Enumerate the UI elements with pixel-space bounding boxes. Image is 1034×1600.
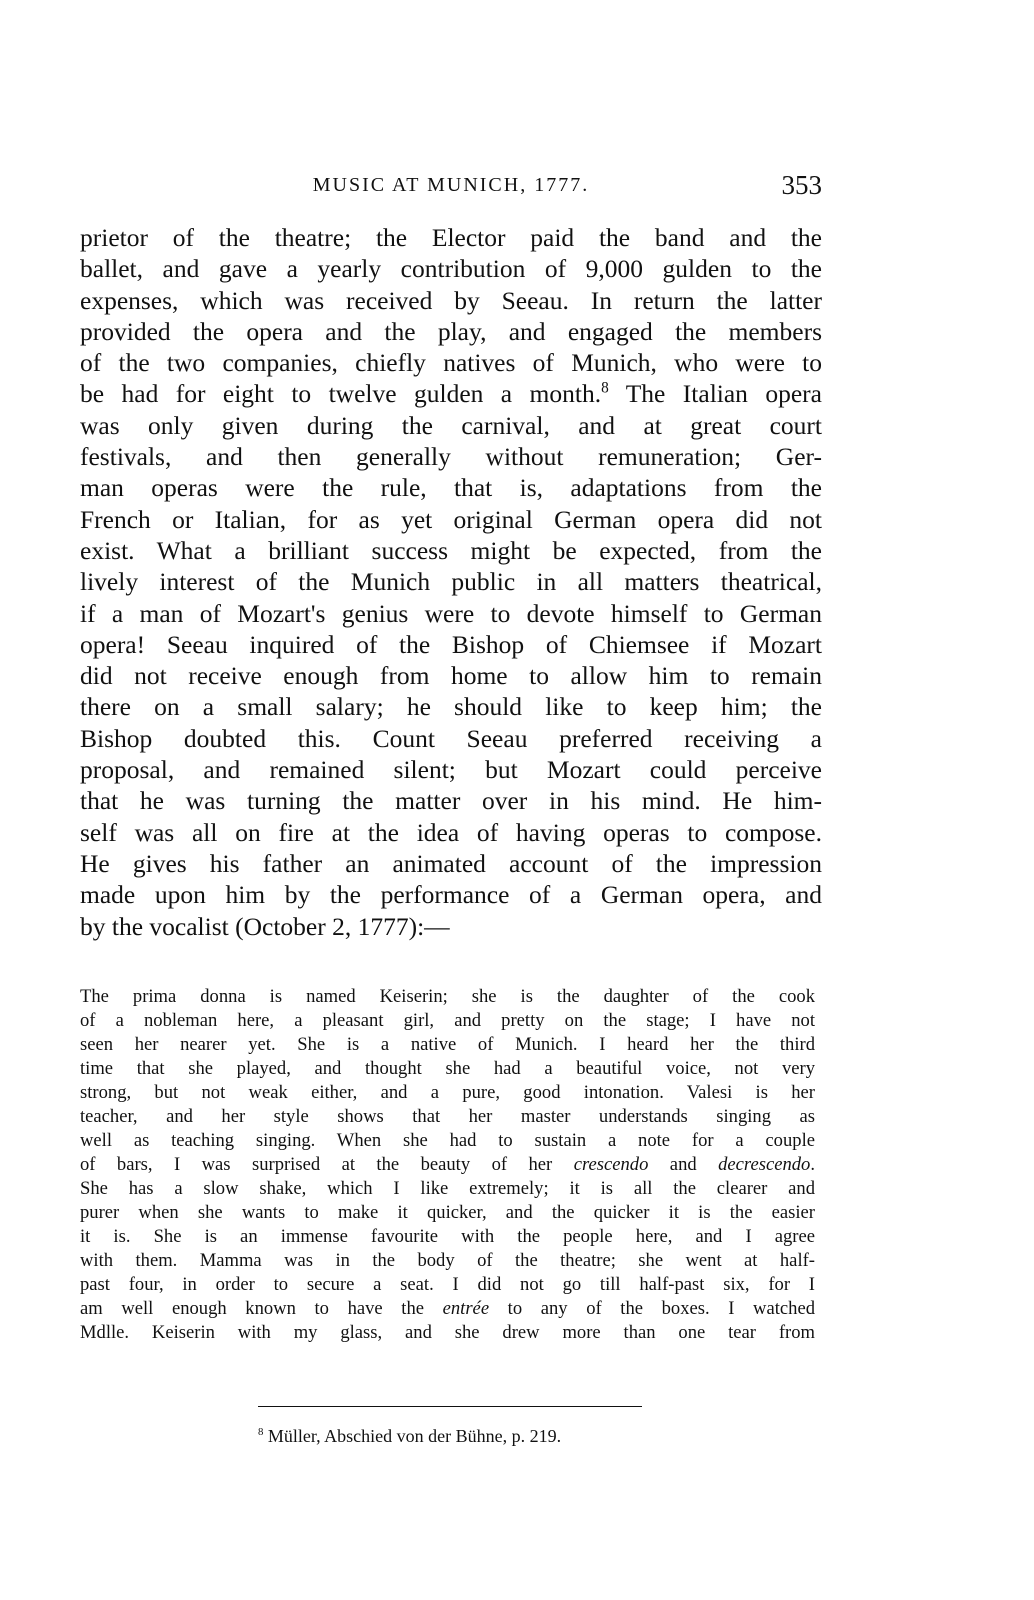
body-line: if a man of Mozart's genius were to devote himself to German [80,598,822,628]
footnote-text: Müller, Abschied von der Bühne, p. 219. [263,1426,562,1446]
body-line: self was all on fire at the idea of having operas to compose. [80,817,822,847]
quote-line-with-italics [80,1297,815,1321]
body-line: exist. What a brilliant success might be expected, from the [80,535,822,565]
footnote-divider [258,1406,642,1407]
quote-line-with-italics [80,1153,815,1177]
quote-line: seen her nearer yet. She is a native of Munich. I heard her the third [80,1034,815,1055]
body-line: lively interest of the Munich public in all matters theatrical, [80,567,822,597]
quote-line: time that she played, and thought she had a beautiful voice, not very [80,1058,815,1079]
body-line: that he was turning the matter over in his mind. He him- [80,786,822,816]
body-line: French or Italian, for as yet original German opera did not [80,504,822,534]
body-line: expenses, which was received by Seeau. In return the latter [80,285,822,315]
quote-line: past four, in order to secure a seat. I did not go till half-past six, for I [80,1274,815,1295]
quote-line: The prima donna is named Keiserin; she is the daughter of the cook [80,986,815,1007]
page-number: 353 [781,170,822,200]
body-line: there on a small salary; he should like to keep him; the [80,692,822,722]
body-line: made upon him by the performance of a German opera, and [80,880,822,910]
quote-line-text: am well enough known to have the [80,1298,443,1319]
quote-line: strong, but not weak either, and a pure, good intonation. Valesi is her [80,1082,815,1103]
quote-line-text: to any of the boxes. I watched [489,1298,815,1319]
body-line: was only given during the carnival, and at great court [80,410,822,440]
body-line: did not receive enough from home to allow him to remain [80,661,822,691]
quote-line: teacher, and her style shows that her master understands singing as [80,1106,815,1127]
body-line: Bishop doubted this. Count Seeau preferred receiving a [80,723,822,753]
running-title: MUSIC AT MUNICH, 1777. [312,174,590,196]
body-line-text: The Italian opera [608,379,822,409]
quote-line-text: of bars, I was surprised at the beauty of her [80,1154,574,1175]
quote-line: with them. Mamma was in the body of the theatre; she went at half- [80,1250,815,1271]
quote-line-text: and [648,1154,719,1175]
footnote-marker: 8 [258,1426,264,1438]
body-line: of the two companies, chiefly natives of Munich, who were to [80,348,822,378]
body-line-text: be had for eight to twelve gulden a month. [80,379,602,409]
footnote [258,1426,718,1447]
quote-line: well as teaching singing. When she had to sustain a note for a couple [80,1130,815,1151]
quote-line-text: . [810,1154,815,1175]
footnote-reference: 8 [601,379,609,397]
running-head [80,170,822,210]
body-line: prietor of the theatre; the Elector paid the band and the [80,223,822,252]
body-line: proposal, and remained silent; but Mozart could perceive [80,755,822,785]
body-line: provided the opera and the play, and engaged the members [80,316,822,346]
body-line: ballet, and gave a yearly contribution of 9,000 gulden to the [80,254,822,284]
italic-term-crescendo: crescendo [573,1154,649,1175]
body-line: by the vocalist (October 2, 1777):— [80,911,450,941]
quote-line: Mdlle. Keiserin with my glass, and she drew more than one tear from [80,1322,815,1343]
quote-line: She has a slow shake, which I like extremely; it is all the clearer and [80,1178,815,1199]
italic-term-decrescendo: decrescendo [718,1154,811,1175]
body-line: opera! Seeau inquired of the Bishop of Chiemsee if Mozart [80,629,822,659]
quote-line: it is. She is an immense favourite with the people here, and I agree [80,1226,815,1247]
body-line: man operas were the rule, that is, adaptations from the [80,473,822,503]
italic-term-entree: entrée [442,1298,490,1319]
quote-line: purer when she wants to make it quicker, and the quicker it is the easier [80,1202,815,1223]
quote-line: of a nobleman here, a pleasant girl, and pretty on the stage; I have not [80,1010,815,1031]
letter-quotation [80,985,815,1345]
body-line: festivals, and then generally without remuneration; Ger- [80,442,822,472]
main-paragraph [80,222,822,942]
body-line: He gives his father an animated account of the impression [80,848,822,878]
body-line-with-footnote-ref [80,378,822,409]
